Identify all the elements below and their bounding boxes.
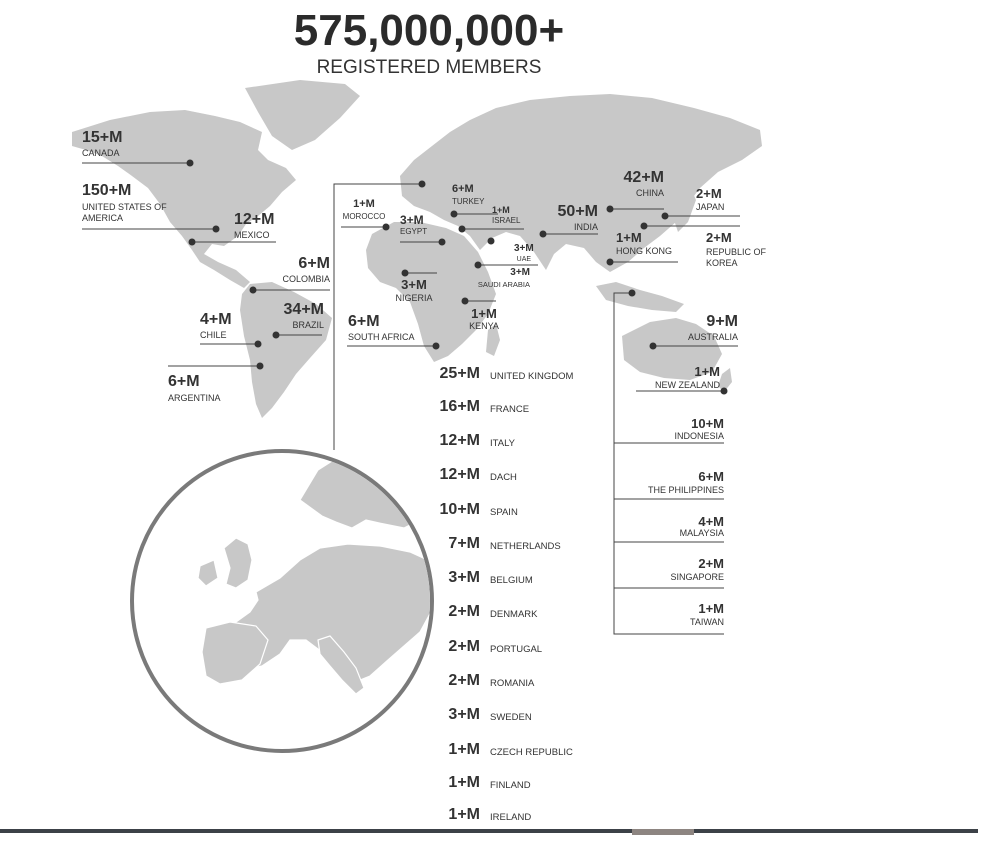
dot-new-zealand	[721, 388, 728, 395]
label-usa	[82, 183, 192, 225]
country-sweden: SWEDEN	[490, 712, 532, 723]
value-sweden: 3+M	[448, 706, 480, 723]
country-ireland: IRELAND	[490, 812, 532, 823]
value-mexico: 12+M	[234, 211, 275, 228]
country-new-zealand: NEW ZEALAND	[654, 380, 720, 390]
value-nigeria: 3+M	[401, 277, 427, 292]
dot-chile	[255, 341, 262, 348]
dot-mexico	[189, 239, 196, 246]
label-egypt	[400, 214, 427, 236]
dot-kenya	[462, 298, 469, 305]
value-japan: 2+M	[696, 186, 722, 201]
greenland-shape	[245, 80, 360, 150]
label-brazil	[276, 302, 324, 330]
dot-israel	[459, 226, 466, 233]
label-israel	[492, 206, 520, 225]
country-malaysia: MALAYSIA	[679, 528, 724, 538]
europe-row-france	[400, 398, 660, 420]
value-dach: 12+M	[439, 466, 480, 483]
country-finland: FINLAND	[490, 780, 531, 791]
value-brazil: 34+M	[283, 301, 324, 318]
label-kenya	[464, 307, 504, 331]
country-south-africa: SOUTH AFRICA	[348, 332, 415, 342]
uk-shape	[224, 538, 252, 588]
label-morocco	[340, 199, 388, 221]
dot-egypt	[439, 239, 446, 246]
footer-bar	[0, 829, 978, 833]
country-morocco: MOROCCO	[342, 212, 386, 221]
value-colombia: 6+M	[298, 255, 330, 272]
value-italy: 12+M	[439, 432, 480, 449]
label-south-africa	[348, 314, 415, 342]
value-australia: 9+M	[706, 313, 738, 330]
dot-china	[607, 206, 614, 213]
label-nigeria	[392, 278, 436, 303]
value-israel: 1+M	[492, 205, 510, 215]
dot-hong-kong	[607, 259, 614, 266]
country-italy: ITALY	[490, 438, 515, 449]
value-portugal: 2+M	[448, 638, 480, 655]
europe-row-denmark	[400, 603, 660, 625]
country-france: FRANCE	[490, 404, 530, 415]
value-saudi-arabia: 3+M	[510, 267, 530, 278]
country-india: INDIA	[573, 222, 598, 232]
value-chile: 4+M	[200, 311, 232, 328]
dot-nigeria	[402, 270, 409, 277]
dot-morocco	[383, 224, 390, 231]
country-belgium: BELGIUM	[490, 575, 533, 586]
value-hong-kong: 1+M	[616, 230, 642, 245]
value-indonesia: 10+M	[691, 416, 724, 431]
europe-row-czech-republic	[400, 741, 660, 763]
label-argentina	[168, 374, 221, 403]
value-usa: 150+M	[82, 182, 132, 199]
value-canada: 15+M	[82, 129, 123, 146]
country-israel: ISRAEL	[492, 216, 521, 225]
europe-row-spain	[400, 501, 660, 523]
country-spain: SPAIN	[490, 507, 518, 518]
country-turkey: TURKEY	[452, 197, 485, 206]
country-mexico: MEXICO	[234, 230, 270, 240]
country-brazil: BRAZIL	[292, 320, 324, 330]
dot-turkey	[451, 211, 458, 218]
value-netherlands: 7+M	[448, 535, 480, 552]
label-hong-kong	[616, 231, 672, 256]
country-china: CHINA	[635, 188, 664, 198]
total-members-count: 575,000,000+	[293, 6, 565, 55]
country-taiwan: TAIWAN	[690, 617, 724, 627]
country-philippines: THE PHILIPPINES	[647, 485, 724, 495]
label-japan	[696, 187, 724, 212]
value-ireland: 1+M	[448, 806, 480, 823]
dot-brazil	[273, 332, 280, 339]
value-denmark: 2+M	[448, 603, 480, 620]
value-finland: 1+M	[448, 774, 480, 791]
europe-zoom-circle	[132, 451, 432, 751]
value-singapore: 2+M	[698, 556, 724, 571]
value-new-zealand: 1+M	[694, 364, 720, 379]
country-uae: UAE	[516, 256, 532, 263]
dot-australia	[650, 343, 657, 350]
europe-row-ireland	[400, 806, 660, 828]
europe-row-finland	[400, 774, 660, 796]
dot-south-africa	[433, 343, 440, 350]
value-uk: 25+M	[439, 365, 480, 382]
value-france: 16+M	[439, 398, 480, 415]
country-canada: CANADA	[82, 148, 120, 158]
label-china	[616, 170, 664, 198]
label-uae	[514, 244, 534, 263]
country-korea: REPUBLIC OF KOREA	[706, 247, 767, 268]
europe-row-italy	[400, 432, 660, 454]
europe-row-romania	[400, 672, 660, 694]
label-korea	[706, 231, 766, 269]
europe-row-sweden	[400, 706, 660, 728]
country-nigeria: NIGERIA	[395, 293, 433, 303]
europe-row-portugal	[400, 638, 660, 660]
value-south-africa: 6+M	[348, 313, 380, 330]
country-chile: CHILE	[200, 330, 227, 340]
label-canada	[82, 130, 122, 158]
label-turkey	[452, 184, 484, 206]
value-spain: 10+M	[439, 501, 480, 518]
value-korea: 2+M	[706, 230, 732, 245]
value-taiwan: 1+M	[698, 601, 724, 616]
registered-members-label: REGISTERED MEMBERS	[316, 57, 542, 78]
dot-india	[540, 231, 547, 238]
country-denmark: DENMARK	[490, 609, 538, 620]
value-philippines: 6+M	[698, 469, 724, 484]
country-indonesia: INDONESIA	[674, 431, 724, 441]
value-malaysia: 4+M	[698, 514, 724, 529]
country-australia: AUSTRALIA	[687, 332, 738, 342]
country-japan: JAPAN	[696, 202, 725, 212]
dot-argentina	[257, 363, 264, 370]
footer-tab	[632, 829, 694, 835]
dot-korea	[641, 223, 648, 230]
dot-uae	[488, 238, 495, 245]
label-saudi-arabia	[466, 268, 530, 289]
value-china: 42+M	[623, 169, 664, 186]
country-portugal: PORTUGAL	[490, 644, 543, 655]
europe-row-uk	[400, 365, 660, 387]
country-argentina: ARGENTINA	[168, 393, 221, 403]
label-mexico	[234, 212, 274, 240]
dot-southeast-asia	[629, 290, 636, 297]
value-belgium: 3+M	[448, 569, 480, 586]
country-usa: UNITED STATES OF AMERICA	[82, 202, 167, 224]
europe-row-dach	[400, 466, 660, 488]
country-romania: ROMANIA	[490, 678, 535, 689]
dot-canada	[187, 160, 194, 167]
country-dach: DACH	[490, 472, 517, 483]
label-colombia	[274, 256, 330, 284]
country-colombia: COLOMBIA	[282, 274, 330, 284]
dot-usa	[213, 226, 220, 233]
value-uae: 3+M	[514, 243, 534, 254]
value-kenya: 1+M	[471, 306, 497, 321]
value-romania: 2+M	[448, 672, 480, 689]
country-singapore: SINGAPORE	[670, 572, 724, 582]
country-netherlands: NETHERLANDS	[490, 541, 561, 552]
dot-europe	[419, 181, 426, 188]
country-egypt: EGYPT	[400, 227, 428, 236]
country-saudi-arabia: SAUDI ARABIA	[477, 280, 530, 289]
dot-japan	[662, 213, 669, 220]
value-egypt: 3+M	[400, 213, 424, 227]
label-india	[550, 204, 598, 232]
label-chile	[200, 312, 232, 340]
value-turkey: 6+M	[452, 183, 474, 195]
country-hong-kong: HONG KONG	[616, 246, 673, 256]
country-kenya: KENYA	[469, 321, 499, 331]
label-australia	[680, 314, 738, 342]
value-morocco: 1+M	[353, 198, 375, 210]
value-czech-republic: 1+M	[448, 741, 480, 758]
country-czech-republic: CZECH REPUBLIC	[490, 747, 573, 758]
dot-colombia	[250, 287, 257, 294]
country-uk: UNITED KINGDOM	[490, 371, 574, 382]
southeast-asia-islands-shape	[596, 282, 684, 312]
value-argentina: 6+M	[168, 373, 200, 390]
europe-row-netherlands	[400, 535, 660, 557]
value-india: 50+M	[557, 203, 598, 220]
europe-row-belgium	[400, 569, 660, 591]
